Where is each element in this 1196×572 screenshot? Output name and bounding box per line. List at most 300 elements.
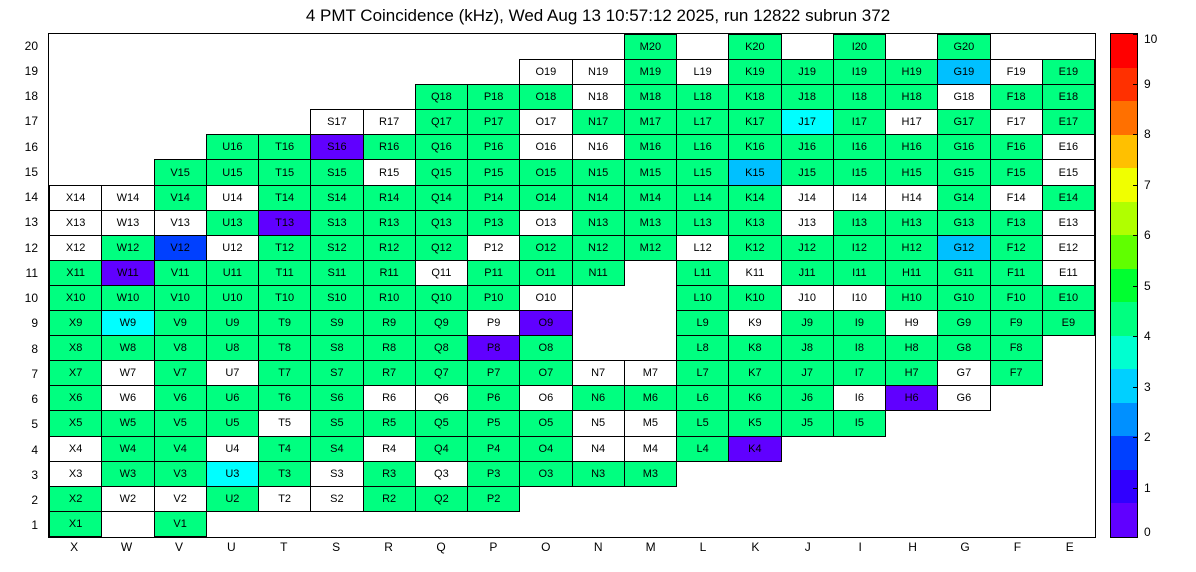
colorbar-segment <box>1111 135 1137 169</box>
heatmap-cell-empty <box>781 436 833 461</box>
heatmap-cell-empty <box>311 85 363 110</box>
heatmap-cell: I14 <box>833 185 885 210</box>
heatmap-cell: H8 <box>886 336 938 361</box>
heatmap-cell: T12 <box>259 235 311 260</box>
x-tick-label: S <box>332 540 341 554</box>
heatmap-cell: G14 <box>938 185 990 210</box>
heatmap-cell: K11 <box>729 260 781 285</box>
heatmap-cell-empty <box>990 411 1042 436</box>
heatmap-row <box>50 285 1095 310</box>
heatmap-cell: O7 <box>520 361 572 386</box>
heatmap-cell-empty <box>729 486 781 511</box>
heatmap-cell: O17 <box>520 110 572 135</box>
heatmap-cell: V14 <box>154 185 206 210</box>
heatmap-cell: R4 <box>363 436 415 461</box>
heatmap-cell: M6 <box>624 386 676 411</box>
heatmap-cell: R15 <box>363 160 415 185</box>
x-tick-label: G <box>960 540 970 554</box>
heatmap-cell: N18 <box>572 85 624 110</box>
heatmap-cell-empty <box>572 336 624 361</box>
heatmap-cell-empty <box>259 60 311 85</box>
y-tick-label: 6 <box>31 392 38 407</box>
heatmap-cell: X12 <box>50 235 102 260</box>
heatmap-cell: F11 <box>990 260 1042 285</box>
heatmap-cell: V11 <box>154 260 206 285</box>
heatmap-cell: S2 <box>311 486 363 511</box>
heatmap-cell-empty <box>50 35 102 60</box>
heatmap-cell-empty <box>154 35 206 60</box>
heatmap-cell: N6 <box>572 386 624 411</box>
heatmap-cell: Q11 <box>415 260 467 285</box>
heatmap-cell: P5 <box>468 411 520 436</box>
colorbar-segment <box>1111 68 1137 102</box>
colorbar-tick-label: 0 <box>1144 525 1151 539</box>
heatmap-cell: H19 <box>886 60 938 85</box>
heatmap-cell: P3 <box>468 461 520 486</box>
heatmap-cell: U7 <box>206 361 258 386</box>
heatmap-cell: X14 <box>50 185 102 210</box>
heatmap-cell: R16 <box>363 135 415 160</box>
heatmap-cell-empty <box>886 486 938 511</box>
y-tick-label: 7 <box>31 366 38 381</box>
heatmap-cell: L12 <box>677 235 729 260</box>
heatmap-cell: G16 <box>938 135 990 160</box>
heatmap-cell: H16 <box>886 135 938 160</box>
heatmap-row <box>50 260 1095 285</box>
heatmap-cell: W5 <box>102 411 154 436</box>
heatmap-cell-empty <box>781 511 833 536</box>
heatmap-cell: O8 <box>520 336 572 361</box>
heatmap-cell: L15 <box>677 160 729 185</box>
heatmap-cell: W12 <box>102 235 154 260</box>
colorbar-segment <box>1111 235 1137 269</box>
heatmap-cell-empty <box>677 511 729 536</box>
heatmap-cell: X7 <box>50 361 102 386</box>
heatmap-cell: X1 <box>50 511 102 536</box>
heatmap-cell: T16 <box>259 135 311 160</box>
heatmap-cell-empty <box>363 35 415 60</box>
y-tick-label: 1 <box>31 518 38 533</box>
heatmap-cell-empty <box>415 511 467 536</box>
heatmap-row <box>50 85 1095 110</box>
heatmap-cell: O5 <box>520 411 572 436</box>
heatmap-cell: J13 <box>781 210 833 235</box>
heatmap-cell-empty <box>624 285 676 310</box>
heatmap-cell-empty <box>154 110 206 135</box>
colorbar-segment <box>1111 202 1137 236</box>
heatmap-cell-empty <box>1042 35 1094 60</box>
heatmap-row <box>50 511 1095 536</box>
heatmap-cell: G7 <box>938 361 990 386</box>
y-tick-label: 3 <box>31 467 38 482</box>
heatmap-cell: V5 <box>154 411 206 436</box>
heatmap-cell: K6 <box>729 386 781 411</box>
heatmap-cell: H9 <box>886 311 938 336</box>
heatmap-cell-empty <box>938 486 990 511</box>
heatmap-cell: E18 <box>1042 85 1094 110</box>
heatmap-cell: H10 <box>886 285 938 310</box>
heatmap-cell-empty <box>206 85 258 110</box>
colorbar-segment <box>1111 101 1137 135</box>
heatmap-row <box>50 336 1095 361</box>
heatmap-cell: H7 <box>886 361 938 386</box>
heatmap-cell: T10 <box>259 285 311 310</box>
heatmap-cell-empty <box>781 461 833 486</box>
heatmap-cell: I20 <box>833 35 885 60</box>
heatmap-cell: X2 <box>50 486 102 511</box>
heatmap-cell: M14 <box>624 185 676 210</box>
heatmap-cell: V10 <box>154 285 206 310</box>
heatmap-row <box>50 60 1095 85</box>
heatmap-cell: O6 <box>520 386 572 411</box>
colorbar-segment <box>1111 34 1137 68</box>
heatmap-cell: V7 <box>154 361 206 386</box>
heatmap-cell: Q16 <box>415 135 467 160</box>
heatmap-cell-empty <box>311 60 363 85</box>
heatmap-cell-empty <box>102 60 154 85</box>
heatmap-cell: U8 <box>206 336 258 361</box>
heatmap-cell: U14 <box>206 185 258 210</box>
heatmap-cell: I18 <box>833 85 885 110</box>
heatmap-cell: E17 <box>1042 110 1094 135</box>
heatmap-cell: E19 <box>1042 60 1094 85</box>
heatmap-cell: F15 <box>990 160 1042 185</box>
colorbar-segment <box>1111 369 1137 403</box>
heatmap-cell: L17 <box>677 110 729 135</box>
x-tick-label: I <box>858 540 862 554</box>
heatmap-cell: M7 <box>624 361 676 386</box>
heatmap-cell: R3 <box>363 461 415 486</box>
heatmap-cell: W13 <box>102 210 154 235</box>
heatmap-cell-empty <box>415 60 467 85</box>
heatmap-cell: Q12 <box>415 235 467 260</box>
heatmap-cell: P8 <box>468 336 520 361</box>
heatmap-cell: Q9 <box>415 311 467 336</box>
heatmap-cell-empty <box>833 461 885 486</box>
heatmap-cell: W4 <box>102 436 154 461</box>
heatmap-cell: T14 <box>259 185 311 210</box>
heatmap-cell: T9 <box>259 311 311 336</box>
heatmap-cell-empty <box>886 461 938 486</box>
y-tick-label: 12 <box>24 240 38 255</box>
x-tick-label: Q <box>436 540 446 554</box>
heatmap-cell: Q7 <box>415 361 467 386</box>
heatmap-cell: L18 <box>677 85 729 110</box>
heatmap-cell-empty <box>259 35 311 60</box>
heatmap-cell: N14 <box>572 185 624 210</box>
y-axis <box>0 33 44 538</box>
heatmap-cell-empty <box>102 110 154 135</box>
heatmap-cell: K16 <box>729 135 781 160</box>
heatmap-cell: G6 <box>938 386 990 411</box>
heatmap-cell: K18 <box>729 85 781 110</box>
heatmap-row <box>50 436 1095 461</box>
heatmap-cell: U15 <box>206 160 258 185</box>
colorbar-tick-label: 10 <box>1144 32 1158 46</box>
heatmap-cell-empty <box>624 336 676 361</box>
heatmap-cell: E15 <box>1042 160 1094 185</box>
heatmap-cell: O14 <box>520 185 572 210</box>
heatmap-row <box>50 311 1095 336</box>
heatmap-cell: M19 <box>624 60 676 85</box>
heatmap-cell: K15 <box>729 160 781 185</box>
heatmap-cell: O3 <box>520 461 572 486</box>
heatmap-cell: S5 <box>311 411 363 436</box>
y-tick-label: 5 <box>31 417 38 432</box>
y-tick-label: 16 <box>24 139 38 154</box>
heatmap-cell: W6 <box>102 386 154 411</box>
x-tick-label: F <box>1013 540 1022 554</box>
heatmap-row <box>50 361 1095 386</box>
heatmap-cell-empty <box>1042 511 1094 536</box>
heatmap-cell: I17 <box>833 110 885 135</box>
colorbar-segment <box>1111 503 1137 537</box>
heatmap-cell: M17 <box>624 110 676 135</box>
heatmap-cell-empty <box>520 511 572 536</box>
heatmap-cell: T13 <box>259 210 311 235</box>
heatmap-cell: T2 <box>259 486 311 511</box>
heatmap-cell: R8 <box>363 336 415 361</box>
heatmap-cell: W10 <box>102 285 154 310</box>
heatmap-row <box>50 486 1095 511</box>
heatmap-cell-empty <box>886 511 938 536</box>
heatmap-cell: H18 <box>886 85 938 110</box>
heatmap-cell: E14 <box>1042 185 1094 210</box>
heatmap-cell: N12 <box>572 235 624 260</box>
heatmap-cell: G9 <box>938 311 990 336</box>
heatmap-cell-empty <box>624 511 676 536</box>
heatmap-cell-empty <box>102 511 154 536</box>
heatmap-row <box>50 411 1095 436</box>
heatmap-cell: Q4 <box>415 436 467 461</box>
heatmap-cell: Q3 <box>415 461 467 486</box>
heatmap-cell: U2 <box>206 486 258 511</box>
heatmap-cell-empty <box>154 135 206 160</box>
heatmap-cell-empty <box>572 35 624 60</box>
heatmap-cell: F17 <box>990 110 1042 135</box>
colorbar-segment <box>1111 436 1137 470</box>
heatmap-cell: H11 <box>886 260 938 285</box>
heatmap-cell-empty <box>1042 411 1094 436</box>
heatmap-cell: I8 <box>833 336 885 361</box>
heatmap-cell-empty <box>520 486 572 511</box>
heatmap-row <box>50 35 1095 60</box>
heatmap-cell: P15 <box>468 160 520 185</box>
heatmap-cell: I15 <box>833 160 885 185</box>
heatmap-cell: X9 <box>50 311 102 336</box>
heatmap-cell-empty <box>50 60 102 85</box>
y-tick-label: 13 <box>24 215 38 230</box>
heatmap-cell: V15 <box>154 160 206 185</box>
heatmap-cell: E10 <box>1042 285 1094 310</box>
heatmap-cell: X13 <box>50 210 102 235</box>
heatmap-cell: J15 <box>781 160 833 185</box>
heatmap-cell: N5 <box>572 411 624 436</box>
heatmap-cell-empty <box>1042 361 1094 386</box>
heatmap-cell-empty <box>363 60 415 85</box>
heatmap-cell: S3 <box>311 461 363 486</box>
heatmap-cell: G8 <box>938 336 990 361</box>
heatmap-cell: W9 <box>102 311 154 336</box>
heatmap-cell: U11 <box>206 260 258 285</box>
heatmap-cell: V1 <box>154 511 206 536</box>
x-tick-label: M <box>645 540 656 554</box>
heatmap-cell: L8 <box>677 336 729 361</box>
heatmap-cell: S7 <box>311 361 363 386</box>
heatmap-cell: J19 <box>781 60 833 85</box>
heatmap-cell: G20 <box>938 35 990 60</box>
heatmap-cell-empty <box>886 436 938 461</box>
heatmap-plot <box>48 33 1096 538</box>
y-tick-label: 15 <box>24 164 38 179</box>
heatmap-cell: W14 <box>102 185 154 210</box>
heatmap-cell: R14 <box>363 185 415 210</box>
heatmap-cell-empty <box>886 35 938 60</box>
heatmap-cell-empty <box>833 436 885 461</box>
heatmap-cell: J10 <box>781 285 833 310</box>
heatmap-cell: J12 <box>781 235 833 260</box>
heatmap-cell: Q17 <box>415 110 467 135</box>
heatmap-cell: K10 <box>729 285 781 310</box>
heatmap-cell: P18 <box>468 85 520 110</box>
heatmap-cell-empty <box>677 461 729 486</box>
heatmap-cell: S6 <box>311 386 363 411</box>
heatmap-cell: G12 <box>938 235 990 260</box>
heatmap-cell: Q2 <box>415 486 467 511</box>
heatmap-cell: Q18 <box>415 85 467 110</box>
heatmap-cell: S11 <box>311 260 363 285</box>
heatmap-cell: P2 <box>468 486 520 511</box>
heatmap-cell-empty <box>1042 336 1094 361</box>
heatmap-cell: S15 <box>311 160 363 185</box>
heatmap-cell: O13 <box>520 210 572 235</box>
heatmap-cell-empty <box>886 411 938 436</box>
heatmap-cell: X5 <box>50 411 102 436</box>
heatmap-cell: L10 <box>677 285 729 310</box>
colorbar-tick-label: 8 <box>1144 127 1151 141</box>
heatmap-cell-empty <box>938 511 990 536</box>
heatmap-cell: O4 <box>520 436 572 461</box>
heatmap-cell-empty <box>154 85 206 110</box>
heatmap-cell: K19 <box>729 60 781 85</box>
heatmap-cell: L16 <box>677 135 729 160</box>
heatmap-cell: P10 <box>468 285 520 310</box>
colorbar-tick-label: 9 <box>1144 76 1151 91</box>
heatmap-cell-empty <box>50 85 102 110</box>
heatmap-cell: L7 <box>677 361 729 386</box>
heatmap-cell-empty <box>102 160 154 185</box>
heatmap-cell: H12 <box>886 235 938 260</box>
heatmap-cell-empty <box>572 285 624 310</box>
heatmap-cell: N4 <box>572 436 624 461</box>
heatmap-cell: O16 <box>520 135 572 160</box>
heatmap-cell: P17 <box>468 110 520 135</box>
colorbar-tick-label: 3 <box>1144 379 1151 394</box>
heatmap-cell: J6 <box>781 386 833 411</box>
heatmap-cell: M20 <box>624 35 676 60</box>
colorbar-tick-label: 2 <box>1144 430 1151 444</box>
heatmap-cell-empty <box>50 160 102 185</box>
heatmap-cell-empty <box>259 110 311 135</box>
heatmap-cell: S8 <box>311 336 363 361</box>
heatmap-cell: S9 <box>311 311 363 336</box>
heatmap-cell: T6 <box>259 386 311 411</box>
heatmap-cell-empty <box>50 110 102 135</box>
heatmap-cell: I16 <box>833 135 885 160</box>
heatmap-cell: M4 <box>624 436 676 461</box>
heatmap-cell: X3 <box>50 461 102 486</box>
heatmap-grid <box>49 34 1095 537</box>
heatmap-cell-empty <box>415 35 467 60</box>
heatmap-cell: Q10 <box>415 285 467 310</box>
heatmap-cell: U12 <box>206 235 258 260</box>
heatmap-cell: J9 <box>781 311 833 336</box>
heatmap-cell: G17 <box>938 110 990 135</box>
heatmap-cell: E11 <box>1042 260 1094 285</box>
y-tick-label: 20 <box>24 38 38 53</box>
heatmap-cell-empty <box>468 60 520 85</box>
heatmap-cell: V4 <box>154 436 206 461</box>
heatmap-cell: G11 <box>938 260 990 285</box>
heatmap-cell: F9 <box>990 311 1042 336</box>
x-tick-label: V <box>174 540 184 554</box>
heatmap-cell: Q13 <box>415 210 467 235</box>
heatmap-cell-empty <box>938 461 990 486</box>
heatmap-row <box>50 160 1095 185</box>
heatmap-cell: T3 <box>259 461 311 486</box>
heatmap-row <box>50 110 1095 135</box>
heatmap-cell: K7 <box>729 361 781 386</box>
heatmap-cell-empty <box>363 85 415 110</box>
heatmap-cell-empty <box>206 110 258 135</box>
heatmap-cell: L13 <box>677 210 729 235</box>
heatmap-cell-empty <box>990 436 1042 461</box>
heatmap-cell: P4 <box>468 436 520 461</box>
heatmap-cell: O15 <box>520 160 572 185</box>
heatmap-cell: G19 <box>938 60 990 85</box>
heatmap-cell-empty <box>1042 436 1094 461</box>
heatmap-row <box>50 135 1095 160</box>
colorbar-tick-label: 5 <box>1144 278 1151 293</box>
heatmap-cell: M16 <box>624 135 676 160</box>
heatmap-row <box>50 235 1095 260</box>
heatmap-cell-empty <box>729 511 781 536</box>
heatmap-cell: N7 <box>572 361 624 386</box>
heatmap-cell-empty <box>677 486 729 511</box>
heatmap-cell: T8 <box>259 336 311 361</box>
colorbar-tick-label: 4 <box>1144 329 1151 343</box>
heatmap-cell: X11 <box>50 260 102 285</box>
heatmap-cell: W8 <box>102 336 154 361</box>
heatmap-cell: H17 <box>886 110 938 135</box>
heatmap-cell-empty <box>259 85 311 110</box>
heatmap-cell: Q15 <box>415 160 467 185</box>
heatmap-cell: I12 <box>833 235 885 260</box>
heatmap-cell: R5 <box>363 411 415 436</box>
heatmap-cell-empty <box>102 85 154 110</box>
heatmap-cell-empty <box>102 35 154 60</box>
heatmap-cell: L6 <box>677 386 729 411</box>
heatmap-cell: X4 <box>50 436 102 461</box>
heatmap-cell: P6 <box>468 386 520 411</box>
y-tick-label: 2 <box>31 493 38 508</box>
heatmap-cell: T4 <box>259 436 311 461</box>
heatmap-cell: H15 <box>886 160 938 185</box>
heatmap-cell-empty <box>259 511 311 536</box>
heatmap-cell: K9 <box>729 311 781 336</box>
colorbar-segment <box>1111 470 1137 504</box>
heatmap-cell: P14 <box>468 185 520 210</box>
